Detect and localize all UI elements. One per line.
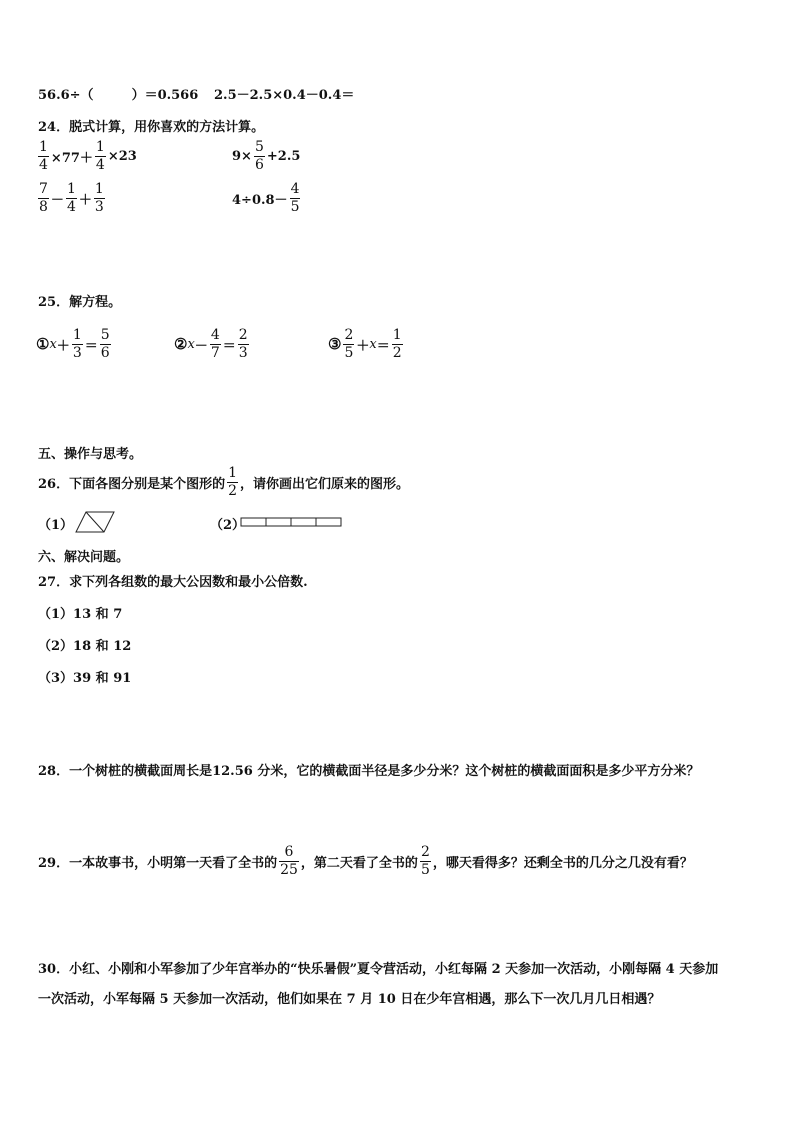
q25-equation-2: ② x － $\frac{4}{7}$ ＝ $\frac{2}{3}$ xyxy=(174,327,248,361)
q26-rectangle-strip-figure xyxy=(240,516,344,528)
q29-text: 29．一本故事书，小明第一天看了全书的 $\frac{6}{25}$ ，第二天看了全书的 $\frac{2}{5}$ ，哪天看得多？还剩全书的几分之几没有看？ xyxy=(38,844,693,878)
q25-equation-3: ③ $\frac{2}{5}$ ＋ x ＝ $\frac{1}{2}$ xyxy=(328,327,402,361)
q27-item-2: （2）18 和 12 xyxy=(38,639,132,654)
q24-expr-3: $\frac{7}{8}$ － $\frac{1}{4}$ ＋ $\frac{1}{3}$ xyxy=(39,181,104,215)
q27-item-3: （3）39 和 91 xyxy=(38,671,132,686)
q26-figure-1-label: （1） xyxy=(38,518,74,533)
q26-figure-2-label: （2） xyxy=(210,518,246,533)
q24-expr-2: 9× $\frac{5}{6}$ +2.5 xyxy=(232,139,301,173)
q24-title: 24．脱式计算，用你喜欢的方法计算。 xyxy=(38,120,265,135)
q27-title: 27．求下列各组数的最大公因数和最小公倍数. xyxy=(38,575,308,590)
q28-text: 28．一个树桩的横截面周长是12.56 分米，它的横截面半径是多少分米？这个树桩的横截面面积是多少平方分米？ xyxy=(38,764,700,779)
section-5-heading: 五、操作与思考。 xyxy=(38,447,143,462)
q24-expr-1: $\frac{1}{4}$ ×77＋ $\frac{1}{4}$ ×23 xyxy=(39,139,137,173)
q25-equation-1: ① x ＋ $\frac{1}{3}$ ＝ $\frac{5}{6}$ xyxy=(36,327,110,361)
q27-item-1: （1）13 和 7 xyxy=(38,607,123,622)
section-6-heading: 六、解决问题。 xyxy=(38,550,130,565)
q25-title: 25．解方程。 xyxy=(38,295,122,310)
q30-line-2: 一次活动，小军每隔 5 天参加一次活动，他们如果在 7 月 10 日在少年宫相遇，那么下一次几月几日相遇？ xyxy=(38,992,661,1007)
q23-expression-2: 2.5－2.5×0.4－0.4＝ xyxy=(214,88,355,103)
q30-line-1: 30．小红、小刚和小军参加了少年宫举办的“快乐暑假”夏令营活动，小红每隔 2 天参加一次活动，小刚每隔 4 天参加 xyxy=(38,962,719,977)
q23-expression-1: 56.6÷（ ）＝0.566 xyxy=(38,88,199,103)
q24-expr-4: 4÷0.8－ $\frac{4}{5}$ xyxy=(232,181,300,215)
q26-parallelogram-figure xyxy=(74,510,118,534)
q26-prompt: 26．下面各图分别是某个图形的 $\frac{1}{2}$ ，请你画出它们原来的图形。 xyxy=(38,465,410,499)
